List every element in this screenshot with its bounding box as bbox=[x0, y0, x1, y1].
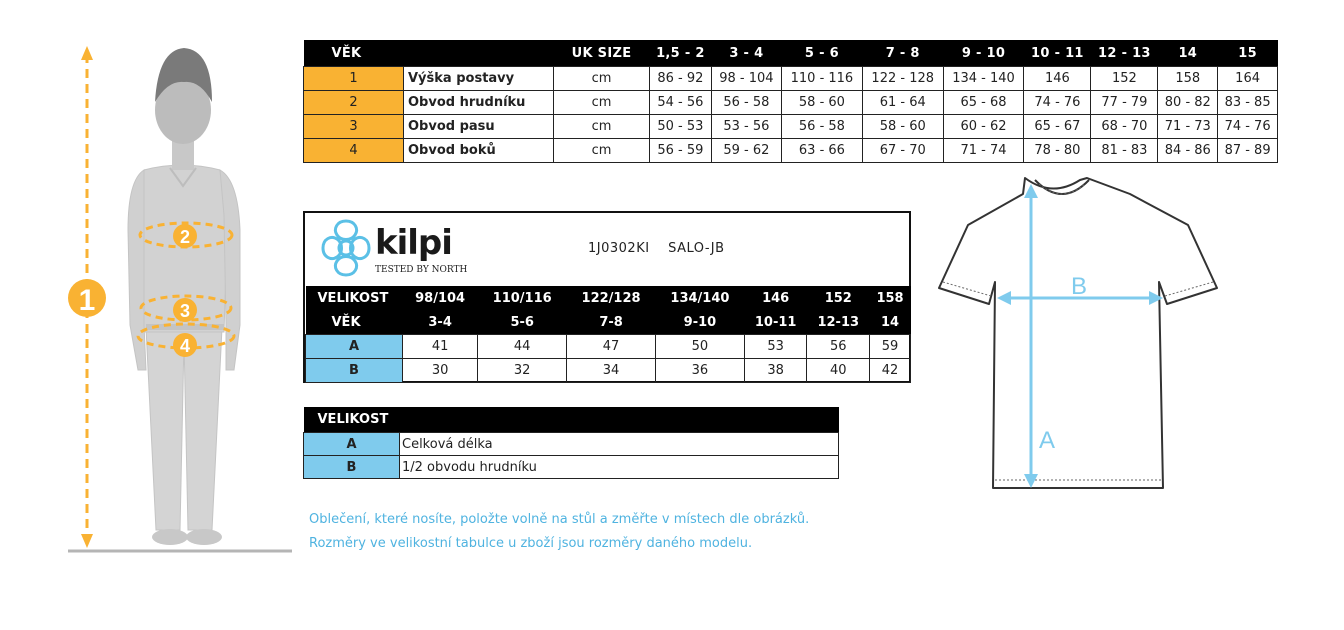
size-header-cell: 98/104 bbox=[403, 286, 478, 310]
svg-text:2: 2 bbox=[179, 227, 191, 247]
row-label: B bbox=[304, 456, 400, 479]
age-header-cell: 3-4 bbox=[403, 310, 478, 335]
legend-header: VELIKOST bbox=[304, 407, 839, 433]
table-cell: 40 bbox=[807, 359, 870, 383]
header-cell: 14 bbox=[1158, 40, 1218, 67]
table-cell: 42 bbox=[870, 359, 911, 383]
velikost-label: VELIKOST bbox=[306, 286, 403, 310]
svg-text:3: 3 bbox=[179, 301, 191, 321]
legend-table bbox=[303, 407, 839, 479]
age-header-cell: 14 bbox=[870, 310, 911, 335]
table-row bbox=[304, 433, 839, 456]
table-cell: 58 - 60 bbox=[782, 91, 863, 115]
table-cell: 146 bbox=[1024, 67, 1091, 91]
row-label: B bbox=[306, 359, 403, 383]
header-cell: UK SIZE bbox=[554, 40, 650, 67]
svg-text:4: 4 bbox=[179, 336, 191, 356]
table-row bbox=[304, 67, 1278, 91]
table-cell: 36 bbox=[656, 359, 745, 383]
table-row bbox=[304, 91, 1278, 115]
age-header-cell: 10-11 bbox=[744, 310, 807, 335]
row-number: 1 bbox=[304, 67, 404, 91]
table-cell: 81 - 83 bbox=[1091, 139, 1158, 163]
table-cell: 71 - 74 bbox=[943, 139, 1024, 163]
table-row bbox=[304, 456, 839, 479]
size-header-cell: 152 bbox=[807, 286, 870, 310]
table-cell: 71 - 73 bbox=[1158, 115, 1218, 139]
table-cell: 122 - 128 bbox=[862, 67, 943, 91]
size-header-cell: 158 bbox=[870, 286, 911, 310]
row-unit: cm bbox=[554, 67, 650, 91]
table-cell: 44 bbox=[478, 335, 567, 359]
header-cell: 3 - 4 bbox=[711, 40, 781, 67]
row-number: 3 bbox=[304, 115, 404, 139]
age-header-cell: 5-6 bbox=[478, 310, 567, 335]
svg-text:B: B bbox=[1071, 273, 1088, 300]
table-cell: 84 - 86 bbox=[1158, 139, 1218, 163]
table-cell: 61 - 64 bbox=[862, 91, 943, 115]
header-cell: 7 - 8 bbox=[862, 40, 943, 67]
table-cell: 77 - 79 bbox=[1091, 91, 1158, 115]
header-cell: VĚK bbox=[304, 40, 404, 67]
row-description: 1/2 obvodu hrudníku bbox=[400, 456, 839, 479]
table-cell: 134 - 140 bbox=[943, 67, 1024, 91]
table-cell: 56 - 58 bbox=[782, 115, 863, 139]
table-cell: 30 bbox=[403, 359, 478, 383]
table-cell: 65 - 68 bbox=[943, 91, 1024, 115]
table-cell: 78 - 80 bbox=[1024, 139, 1091, 163]
svg-text:A: A bbox=[1039, 427, 1056, 454]
table-cell: 56 - 59 bbox=[650, 139, 712, 163]
age-header-cell: 12-13 bbox=[807, 310, 870, 335]
table-row bbox=[304, 139, 1278, 163]
row-number: 2 bbox=[304, 91, 404, 115]
table-cell: 32 bbox=[478, 359, 567, 383]
table-cell: 58 - 60 bbox=[862, 115, 943, 139]
product-size-box bbox=[303, 211, 911, 383]
table-cell: 98 - 104 bbox=[711, 67, 781, 91]
table-cell: 83 - 85 bbox=[1218, 91, 1278, 115]
row-unit: cm bbox=[554, 139, 650, 163]
size-header-cell: 146 bbox=[744, 286, 807, 310]
legend-header-row bbox=[304, 407, 839, 433]
header-cell: 1,5 - 2 bbox=[650, 40, 712, 67]
table-cell: 50 bbox=[656, 335, 745, 359]
row-unit: cm bbox=[554, 91, 650, 115]
table-cell: 80 - 82 bbox=[1158, 91, 1218, 115]
size-table bbox=[305, 286, 911, 383]
measuring-instruction: Oblečení, které nosíte, položte volně na stůl a změřte v místech dle obrázků. bbox=[309, 512, 810, 527]
table-cell: 53 bbox=[744, 335, 807, 359]
table-cell: 34 bbox=[567, 359, 656, 383]
kilpi-knot-logo-icon bbox=[319, 217, 373, 279]
table-cell: 87 - 89 bbox=[1218, 139, 1278, 163]
brand-name: kilpi bbox=[375, 223, 452, 263]
table-cell: 56 bbox=[807, 335, 870, 359]
table-cell: 68 - 70 bbox=[1091, 115, 1158, 139]
table-cell: 56 - 58 bbox=[711, 91, 781, 115]
row-label: A bbox=[304, 433, 400, 456]
table-cell: 164 bbox=[1218, 67, 1278, 91]
row-unit: cm bbox=[554, 115, 650, 139]
brand-tagline: TESTED BY NORTH bbox=[375, 265, 468, 275]
table-row bbox=[304, 115, 1278, 139]
age-header-row bbox=[306, 310, 911, 335]
row-label: A bbox=[306, 335, 403, 359]
table-cell: 38 bbox=[744, 359, 807, 383]
age-header-cell: 9-10 bbox=[656, 310, 745, 335]
table-cell: 53 - 56 bbox=[711, 115, 781, 139]
header-cell: 15 bbox=[1218, 40, 1278, 67]
header-cell: 9 - 10 bbox=[943, 40, 1024, 67]
brand-header bbox=[305, 213, 911, 286]
table-cell: 60 - 62 bbox=[943, 115, 1024, 139]
table-cell: 74 - 76 bbox=[1218, 115, 1278, 139]
table-cell: 67 - 70 bbox=[862, 139, 943, 163]
size-header-row bbox=[306, 286, 911, 310]
vek-label: VĚK bbox=[306, 310, 403, 335]
table-cell: 152 bbox=[1091, 67, 1158, 91]
row-label: Obvod hrudníku bbox=[404, 91, 554, 115]
header-cell bbox=[404, 40, 554, 67]
svg-text:1: 1 bbox=[78, 284, 96, 317]
size-header-cell: 134/140 bbox=[656, 286, 745, 310]
model-size-note: Rozměry ve velikostní tabulce u zboží jsou rozměry daného modelu. bbox=[309, 536, 753, 551]
table-row bbox=[306, 335, 911, 359]
header-cell: 12 - 13 bbox=[1091, 40, 1158, 67]
table-cell: 54 - 56 bbox=[650, 91, 712, 115]
measurement-header-row bbox=[304, 40, 1278, 67]
table-cell: 59 - 62 bbox=[711, 139, 781, 163]
row-description: Celková délka bbox=[400, 433, 839, 456]
row-number: 4 bbox=[304, 139, 404, 163]
table-cell: 50 - 53 bbox=[650, 115, 712, 139]
tshirt-diagram-icon bbox=[935, 170, 1225, 500]
table-cell: 47 bbox=[567, 335, 656, 359]
table-cell: 158 bbox=[1158, 67, 1218, 91]
table-row bbox=[306, 359, 911, 383]
age-header-cell: 7-8 bbox=[567, 310, 656, 335]
header-cell: 5 - 6 bbox=[782, 40, 863, 67]
model-code: 1J0302KI SALO-JB bbox=[588, 241, 725, 256]
table-cell: 63 - 66 bbox=[782, 139, 863, 163]
child-figure-icon bbox=[60, 40, 300, 560]
table-cell: 86 - 92 bbox=[650, 67, 712, 91]
table-cell: 65 - 67 bbox=[1024, 115, 1091, 139]
row-label: Obvod boků bbox=[404, 139, 554, 163]
row-label: Výška postavy bbox=[404, 67, 554, 91]
table-cell: 110 - 116 bbox=[782, 67, 863, 91]
table-cell: 74 - 76 bbox=[1024, 91, 1091, 115]
row-label: Obvod pasu bbox=[404, 115, 554, 139]
table-cell: 59 bbox=[870, 335, 911, 359]
size-header-cell: 122/128 bbox=[567, 286, 656, 310]
size-header-cell: 110/116 bbox=[478, 286, 567, 310]
measurement-table bbox=[303, 40, 1278, 163]
header-cell: 10 - 11 bbox=[1024, 40, 1091, 67]
table-cell: 41 bbox=[403, 335, 478, 359]
